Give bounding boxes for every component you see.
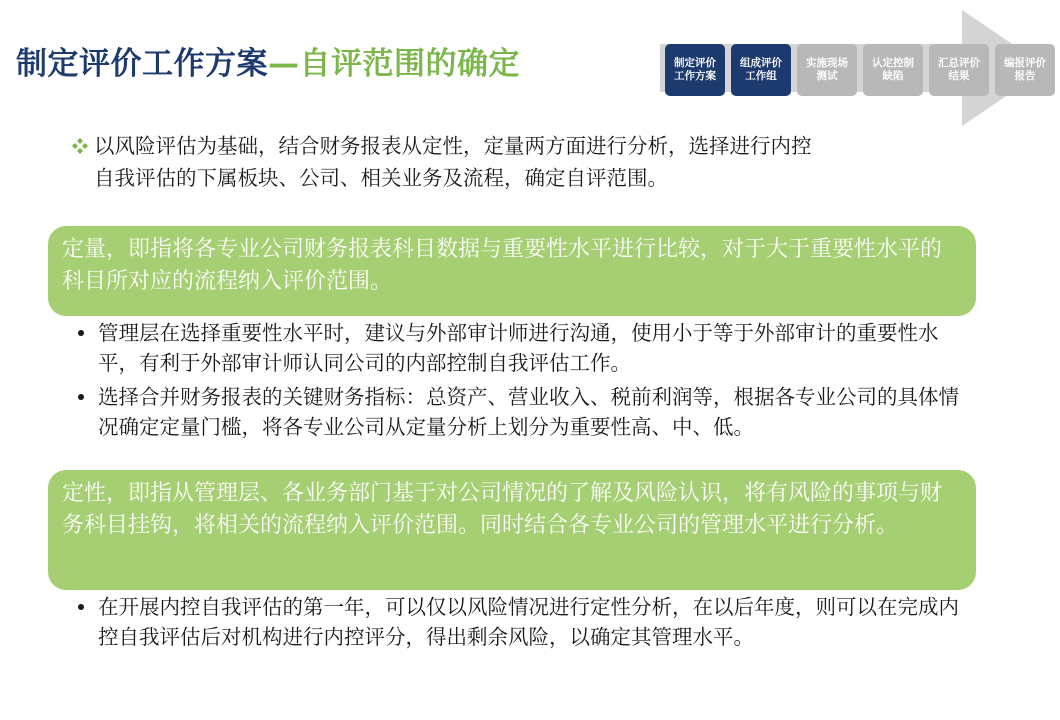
bullet-dot-icon <box>78 394 84 400</box>
step-label: 编报评价报告 <box>1004 57 1046 82</box>
step-label: 组成评价工作组 <box>740 57 782 82</box>
step-6 <box>995 44 1055 96</box>
list-item <box>76 382 968 442</box>
intro-line-1: 以风险评估为基础，结合财务报表从定性，定量两方面进行分析，选择进行内控 <box>94 134 812 158</box>
list-item <box>76 318 968 378</box>
step-1 <box>665 44 725 96</box>
step-label: 认定控制缺陷 <box>872 57 914 82</box>
step-4 <box>863 44 923 96</box>
intro-paragraph <box>72 130 952 194</box>
step-3 <box>797 44 857 96</box>
diamond-bullet-icon <box>70 136 90 156</box>
title-main: 制定评价工作方案 <box>16 46 268 82</box>
bullet-dot-icon <box>78 330 84 336</box>
step-label: 实施现场测试 <box>806 57 848 82</box>
qualitative-box: 定性，即指从管理层、各业务部门基于对公司情况的了解及风险认识，将有风险的事项与财务科目挂钩，将相关的流程纳入评价范围。同时结合各专业公司的管理水平进行分析。 <box>48 470 976 590</box>
list-item-text: 管理层在选择重要性水平时，建议与外部审计师进行沟通，使用小于等于外部审计的重要性水平，有利于外部审计师认同公司的内部控制自我评估工作。 <box>98 321 939 375</box>
step-2 <box>731 44 791 96</box>
list-item-text: 选择合并财务报表的关键财务指标：总资产、营业收入、税前利润等，根据各专业公司的具体情况确定定量门槛，将各专业公司从定量分析上划分为重要性高、中、低。 <box>98 385 959 439</box>
page-title <box>16 38 520 83</box>
quantitative-bullets <box>76 318 968 446</box>
quantitative-box: 定量，即指将各专业公司财务报表科目数据与重要性水平进行比较，对于大于重要性水平的科目所对应的流程纳入评价范围。 <box>48 226 976 316</box>
qualitative-bullets <box>76 592 968 656</box>
list-item-text: 在开展内控自我评估的第一年，可以仅以风险情况进行定性分析，在以后年度，则可以在完成内控自我评估后对机构进行内控评分，得出剩余风险，以确定其管理水平。 <box>98 595 959 649</box>
bullet-dot-icon <box>78 604 84 610</box>
process-flow <box>660 6 1052 128</box>
process-steps <box>665 44 1055 96</box>
step-label: 汇总评价结果 <box>938 57 980 82</box>
intro-line-2: 自我评估的下属板块、公司、相关业务及流程，确定自评范围。 <box>94 166 668 190</box>
title-sub: —自评范围的确定 <box>268 46 520 82</box>
step-5 <box>929 44 989 96</box>
list-item <box>76 592 968 652</box>
step-label: 制定评价工作方案 <box>674 57 716 82</box>
